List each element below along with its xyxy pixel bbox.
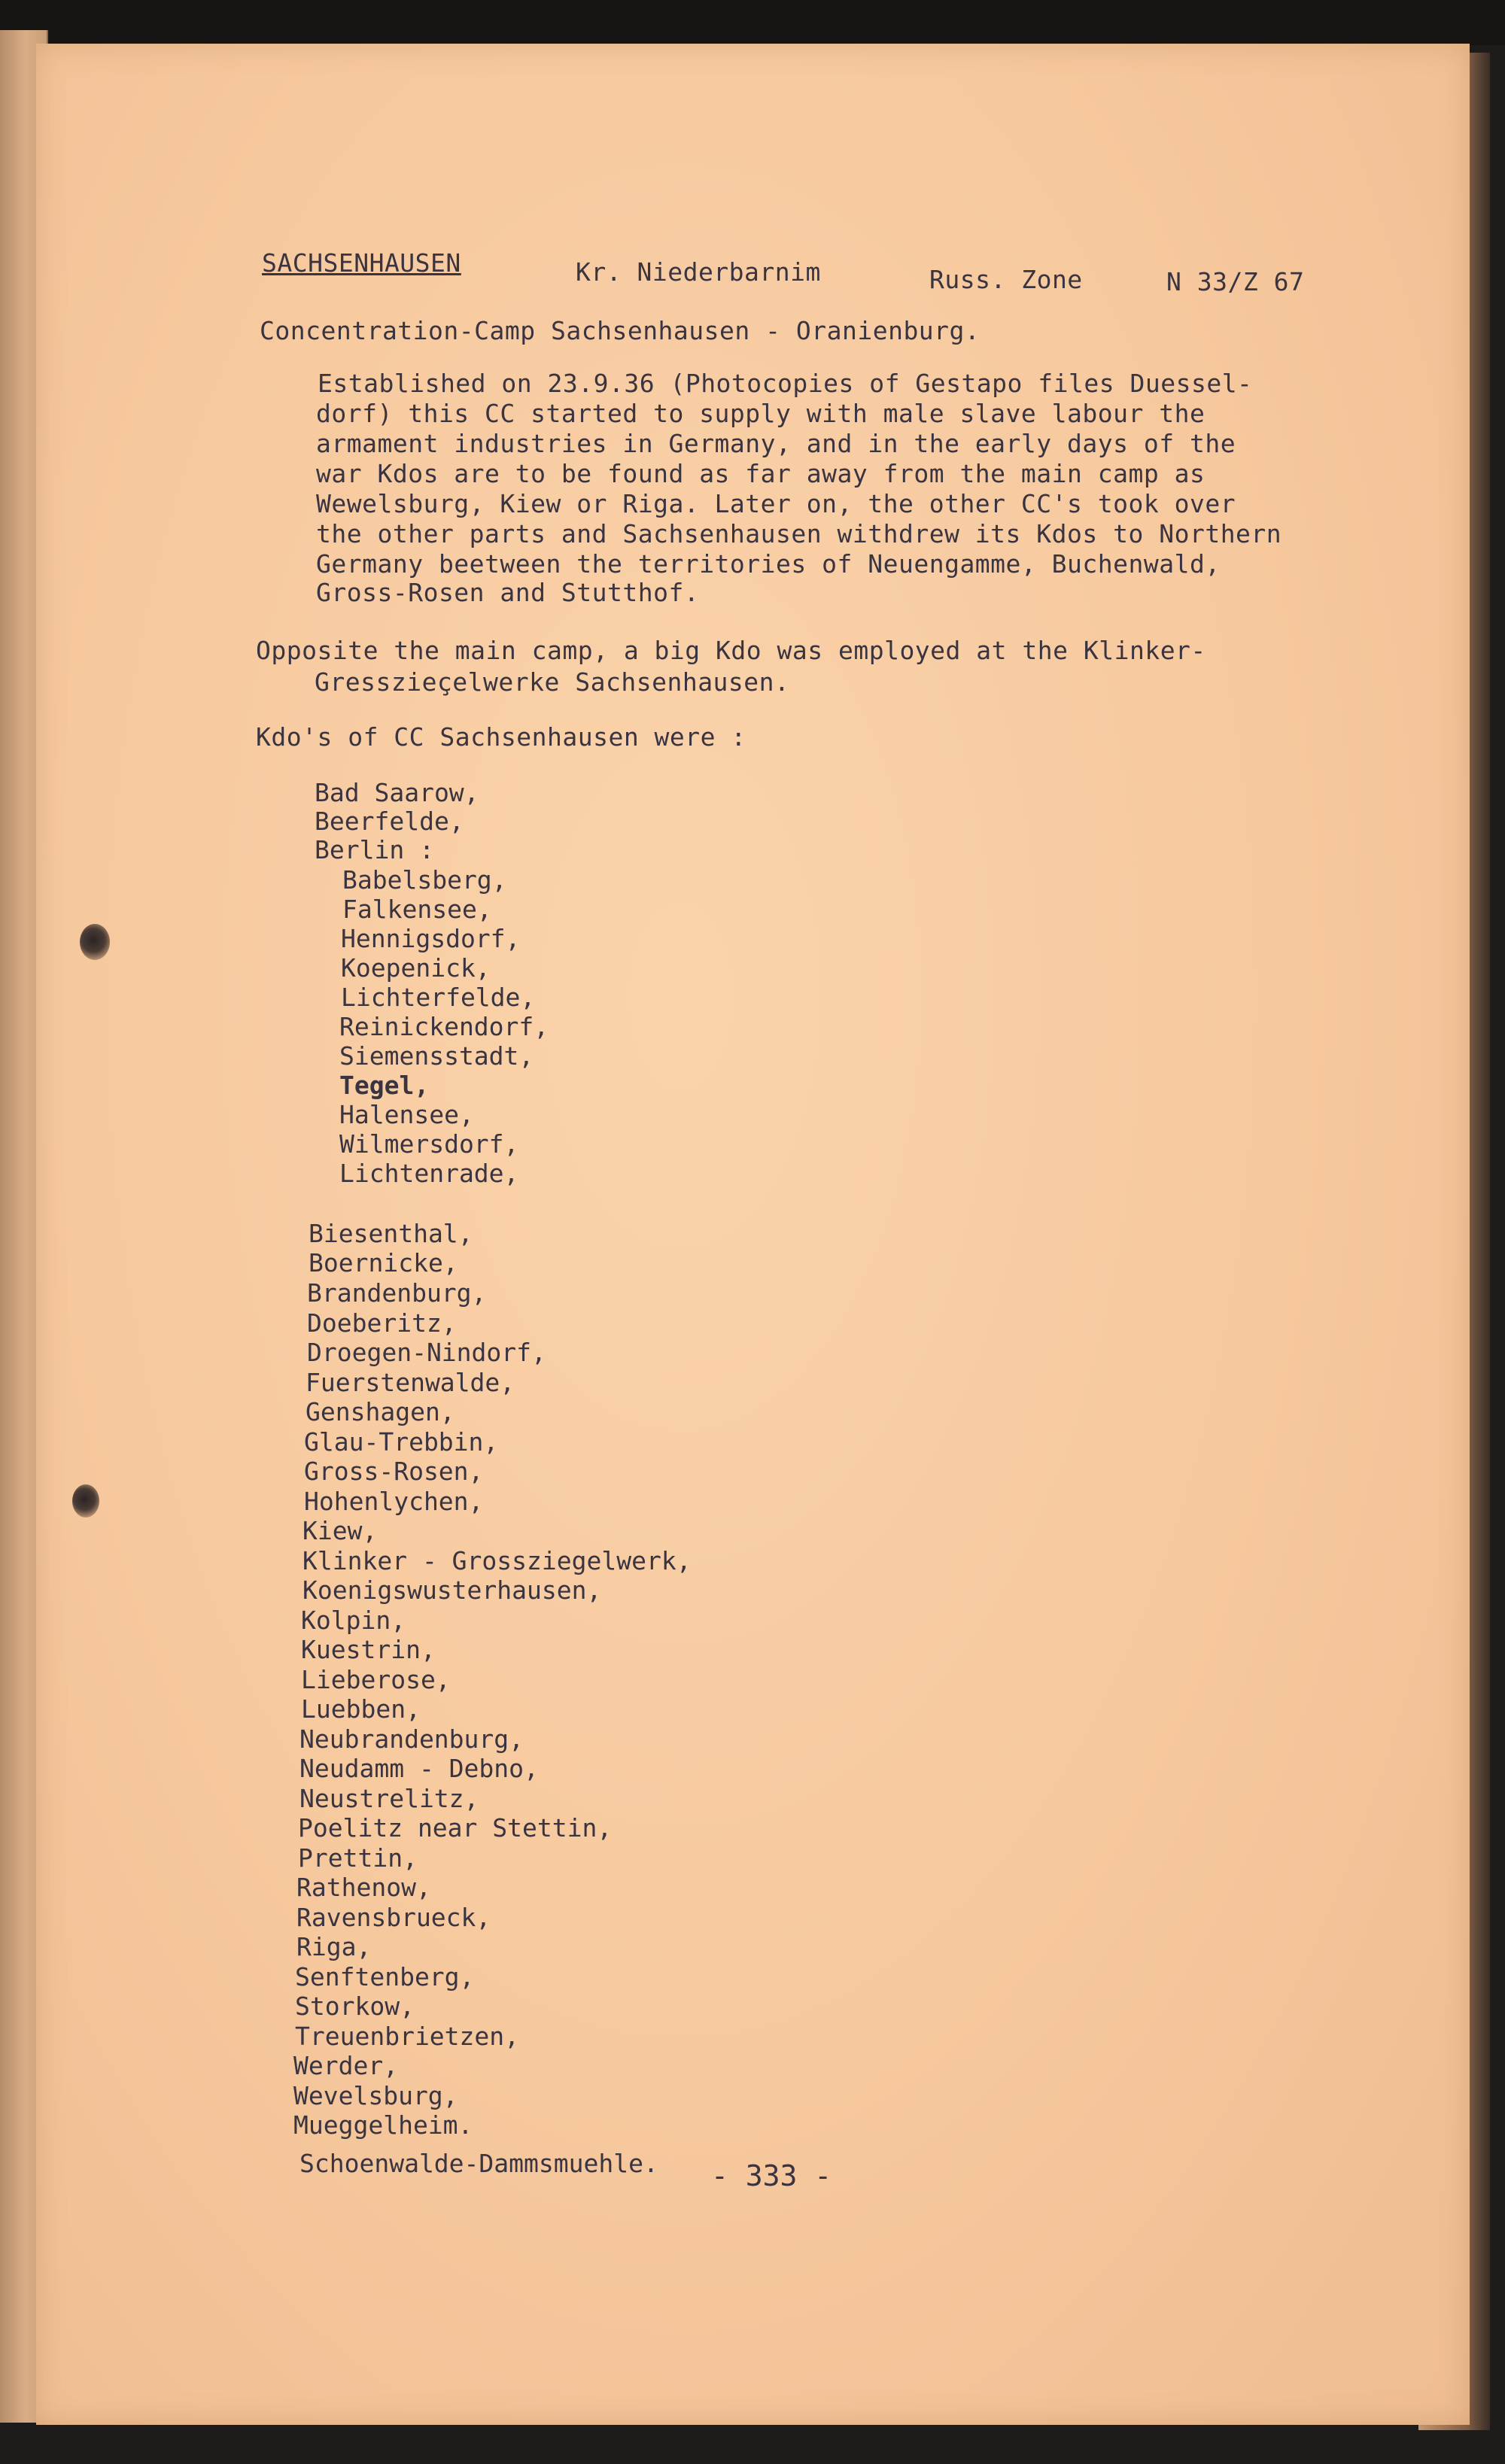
list-item: Wilmersdorf, xyxy=(339,1129,519,1159)
header-zone: Russ. Zone xyxy=(929,265,1083,294)
list-item: Klinker - Grossziegelwerk, xyxy=(303,1546,692,1575)
list-item: Gross-Rosen, xyxy=(304,1457,484,1486)
paragraph-line: Gross-Rosen and Stutthof. xyxy=(316,578,700,607)
header-district: Kr. Niederbarnim xyxy=(576,257,821,287)
list-item: Storkow, xyxy=(295,1992,415,2021)
list-item: Kuestrin, xyxy=(301,1635,436,1664)
list-item: Brandenburg, xyxy=(307,1278,487,1308)
paragraph-line: Germany beetween the territories of Neuengamme, Buchenwald, xyxy=(316,549,1221,579)
list-item: Kiew, xyxy=(303,1516,378,1545)
list-item: Biesenthal, xyxy=(309,1219,473,1248)
list-item: Neudamm - Debno, xyxy=(299,1754,539,1783)
list-item: Riga, xyxy=(296,1932,372,1961)
list-item: Glau-Trebbin, xyxy=(304,1427,499,1457)
page-number: - 333 - xyxy=(711,2159,832,2192)
list-item: Genshagen, xyxy=(306,1397,455,1426)
paragraph-line: Gresszieçelwerke Sachsenhausen. xyxy=(315,667,790,697)
list-item: Koenigswusterhausen, xyxy=(303,1575,602,1605)
header-location: SACHSENHAUSEN xyxy=(262,248,461,278)
paragraph-line: Wewelsburg, Kiew or Riga. Later on, the other CC's took over xyxy=(316,489,1236,518)
list-item: Lieberose, xyxy=(301,1665,451,1694)
list-item: Senftenberg, xyxy=(295,1962,475,1992)
list-item: Poelitz near Stettin, xyxy=(298,1813,613,1843)
paragraph-line: dorf) this CC started to supply with male slave labour the xyxy=(316,399,1206,428)
list-item: Hennigsdorf, xyxy=(341,924,521,953)
list-item: Mueggelheim. xyxy=(293,2110,473,2140)
list-item: Treuenbrietzen, xyxy=(295,2022,520,2051)
list-item: Siemensstadt, xyxy=(339,1041,534,1071)
punch-hole xyxy=(72,1484,99,1518)
list-item: Prettin, xyxy=(298,1843,418,1873)
list-item: Neubrandenburg, xyxy=(299,1724,524,1754)
list-item: Halensee, xyxy=(339,1100,474,1129)
list-item: Babelsberg, xyxy=(342,865,507,895)
paragraph-line: Established on 23.9.36 (Photocopies of Gestapo files Duessel- xyxy=(318,369,1253,398)
paragraph-line: war Kdos are to be found as far away from the main camp as xyxy=(316,459,1206,488)
list-item: Koepenick, xyxy=(341,953,491,983)
list-item: Luebben, xyxy=(301,1694,421,1724)
list-item: Schoenwalde-Dammsmuehle. xyxy=(299,2149,658,2178)
list-item: Wevelsburg, xyxy=(293,2081,458,2110)
paragraph-line: Opposite the main camp, a big Kdo was employed at the Klinker- xyxy=(256,636,1206,665)
header-reference: N 33/Z 67 xyxy=(1166,267,1305,296)
list-item: Ravensbrueck, xyxy=(296,1903,491,1932)
list-item: Doeberitz, xyxy=(307,1308,457,1338)
paragraph-line: armament industries in Germany, and in the early days of the xyxy=(316,429,1236,458)
list-item: Werder, xyxy=(293,2051,399,2080)
list-item: Droegen-Nindorf, xyxy=(307,1338,546,1367)
list-item: Reinickendorf, xyxy=(339,1012,549,1041)
list-item: Lichterfelde, xyxy=(341,983,536,1012)
list-item: Berlin : xyxy=(315,835,434,864)
list-item: Bad Saarow, xyxy=(315,778,479,807)
scan-background-top xyxy=(0,0,1505,45)
list-item: Hohenlychen, xyxy=(304,1487,484,1516)
list-item: Beerfelde, xyxy=(315,807,464,836)
paragraph-line: the other parts and Sachsenhausen withdrew its Kdos to Northern xyxy=(316,519,1282,548)
list-item: Fuerstenwalde, xyxy=(306,1368,515,1397)
camp-title: Concentration-Camp Sachsenhausen - Oranienburg. xyxy=(260,316,981,345)
list-item: Rathenow, xyxy=(296,1873,431,1902)
list-item: Kolpin, xyxy=(301,1606,406,1635)
list-item: Falkensee, xyxy=(342,895,492,924)
list-item: Tegel, xyxy=(339,1071,430,1100)
list-item: Lichtenrade, xyxy=(339,1159,519,1188)
list-item: Neustrelitz, xyxy=(299,1784,479,1813)
list-item: Boernicke, xyxy=(309,1248,458,1278)
kdo-list-intro: Kdo's of CC Sachsenhausen were : xyxy=(256,722,746,752)
punch-hole xyxy=(80,924,110,960)
